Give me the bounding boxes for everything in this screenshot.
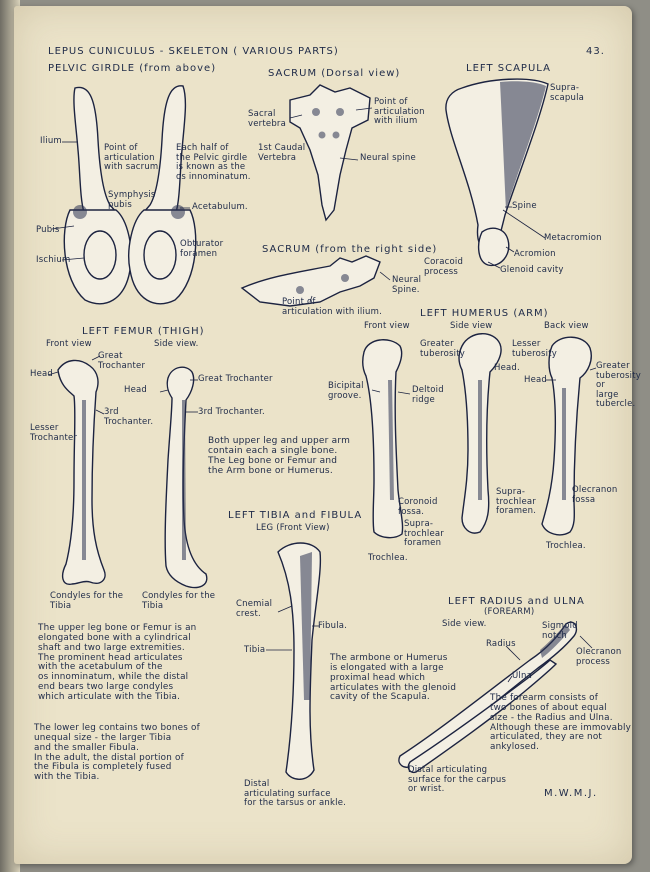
- radius-heading: LEFT RADIUS and ULNA: [448, 596, 585, 607]
- tibia-fibula-label: Fibula.: [318, 621, 348, 631]
- femur-great-trochanter-front-label: Great Trochanter: [98, 351, 146, 371]
- femur-lesser-trochanter-label: Lesser Trochanter: [30, 423, 78, 443]
- middle-note: Both upper leg and upper arm contain each a single bone. The Leg bone or Femur and the Arm bone or Humerus.: [208, 436, 351, 477]
- femur-head-front-label: Head: [30, 369, 54, 379]
- scapula-coracoid-label: Coracoid process: [424, 257, 464, 277]
- humerus-back-view-label: Back view: [544, 321, 589, 331]
- femur-third-side-label: 3rd Trochanter.: [198, 407, 265, 417]
- humerus-coronoid-label: Coronoid fossa.: [398, 497, 438, 517]
- scapula-metacromion-label: Metacromion: [544, 233, 602, 243]
- page-title: LEPUS CUNICULUS - SKELETON ( VARIOUS PARTS): [48, 46, 339, 57]
- femur-condyles-front-label: Condyles for the Tibia: [50, 591, 124, 611]
- radius-sigmoid-label: Sigmoid notch: [542, 621, 578, 641]
- tibia-cnemial-label: Cnemial crest.: [236, 599, 273, 619]
- scapula-drawing: [446, 79, 548, 268]
- sacrum-neural-label: Neural spine: [360, 153, 416, 163]
- radius-side-view-label: Side view.: [442, 619, 487, 629]
- pelvic-symphysis-label: Symphysis pubis: [108, 190, 156, 210]
- pelvic-half-note: Each half of the Pelvic girdle is known as the os innominatum.: [176, 143, 251, 182]
- sacrum-side-neural-label: Neural Spine.: [392, 275, 422, 295]
- scapula-suprascapula-label: Supra- scapula: [550, 83, 585, 103]
- radius-distal-label: Distal articulating surface for the carpus or wrist.: [408, 765, 507, 795]
- sacrum-side-heading: SACRUM (from the right side): [262, 244, 438, 255]
- radius-subheading: (FOREARM): [484, 607, 535, 617]
- humerus-supratrochlear-label: Supra- trochlear foramen: [404, 519, 444, 549]
- pelvic-ilium-label: Ilium: [40, 136, 62, 146]
- humerus-front-view-label: Front view: [364, 321, 410, 331]
- pelvic-acetabulum-label: Acetabulum.: [192, 202, 248, 212]
- humerus-greater-side-label: Greater tuberosity: [420, 339, 466, 359]
- sacrum-side-articulation-label: Point of articulation with ilium.: [282, 297, 383, 317]
- femur-third-front-label: 3rd Trochanter.: [104, 407, 154, 427]
- radius-olecranon-label: Olecranon process: [576, 647, 622, 667]
- femur-heading: LEFT FEMUR (THIGH): [82, 326, 205, 337]
- radius-radius-label: Radius: [486, 639, 516, 649]
- femur-head-side-label: Head: [124, 385, 148, 395]
- tibia-tibia-label: Tibia: [244, 645, 266, 655]
- humerus-note: The armbone or Humerus is elongated with a large proximal head which articulates with the glenoid cavity of the Scapula.: [330, 653, 457, 703]
- humerus-trochlea-back-label: Trochlea.: [546, 541, 586, 551]
- signature: M.W.M.J.: [544, 788, 598, 799]
- femur-front-drawing: [48, 356, 105, 584]
- page-number: 43.: [586, 46, 605, 57]
- pelvic-ischium-label: Ischium: [36, 255, 71, 265]
- radius-note: The forearm consists of two bones of about equal size - the Radius and Ulna. Although these are immovably articulated, they are not ankylosed.: [490, 693, 632, 753]
- scapula-glenoid-label: Glenoid cavity: [500, 265, 564, 275]
- sacrum-caudal-label: 1st Caudal Vertebra: [258, 143, 306, 163]
- humerus-greater-back-label: Greater tuberosity or large tubercle.: [596, 361, 642, 410]
- humerus-heading: LEFT HUMERUS (ARM): [420, 308, 549, 319]
- tibia-heading: LEFT TIBIA and FIBULA: [228, 510, 363, 521]
- scapula-heading: LEFT SCAPULA: [466, 63, 551, 74]
- pelvic-articulation-label: Point of articulation with sacrum: [104, 143, 159, 173]
- radius-ulna-label: Ulna: [512, 671, 532, 681]
- femur-condyles-side-label: Condyles for the Tibia: [142, 591, 216, 611]
- humerus-back-drawing: [542, 337, 596, 535]
- femur-paragraph: The upper leg bone or Femur is an elongated bone with a cylindrical shaft and two large extremities. The prominent head articulates with the acetabulum of the os innominatum, while the distal end bears two large condyles which articulate with the Tibia.: [38, 623, 197, 702]
- femur-front-view-label: Front view: [46, 339, 92, 349]
- pelvic-obturator-label: Obturator foramen: [180, 239, 224, 259]
- tibia-subheading: LEG (Front View): [256, 523, 330, 533]
- humerus-head-side-label: Head.: [494, 363, 520, 373]
- humerus-supratrochlear-side-label: Supra- trochlear foramen.: [496, 487, 537, 517]
- scapula-spine-label: Spine: [512, 201, 537, 211]
- femur-great-trochanter-side-label: Great Trochanter: [198, 374, 273, 384]
- humerus-trochlea-front-label: Trochlea.: [368, 553, 408, 563]
- lower-leg-paragraph: The lower leg contains two bones of unequal size - the larger Tibia and the smaller Fibula. In the adult, the distal portion of the Fibula is completely fused with the Tibia.: [34, 723, 200, 783]
- sacrum-dorsal-heading: SACRUM (Dorsal view): [268, 68, 401, 79]
- pelvic-pubis-label: Pubis: [36, 225, 60, 235]
- humerus-lesser-label: Lesser tuberosity: [512, 339, 558, 359]
- humerus-bicipital-label: Bicipital groove.: [328, 381, 364, 401]
- sacrum-articulation-label: Point of articulation with ilium: [374, 97, 425, 127]
- humerus-side-view-label: Side view: [450, 321, 493, 331]
- humerus-olecranon-label: Olecranon fossa: [572, 485, 618, 505]
- humerus-head-back-label: Head: [524, 375, 548, 385]
- femur-side-drawing: [160, 367, 207, 587]
- tibia-fibula-drawing: [266, 543, 320, 779]
- tibia-distal-label: Distal articulating surface for the tarsus or ankle.: [244, 779, 347, 809]
- humerus-deltoid-label: Deltoid ridge: [412, 385, 444, 405]
- pelvic-heading: PELVIC GIRDLE (from above): [48, 63, 217, 74]
- scapula-acromion-label: Acromion: [514, 249, 556, 259]
- femur-side-view-label: Side view.: [154, 339, 199, 349]
- sacrum-sacral-label: Sacral vertebra: [248, 109, 287, 129]
